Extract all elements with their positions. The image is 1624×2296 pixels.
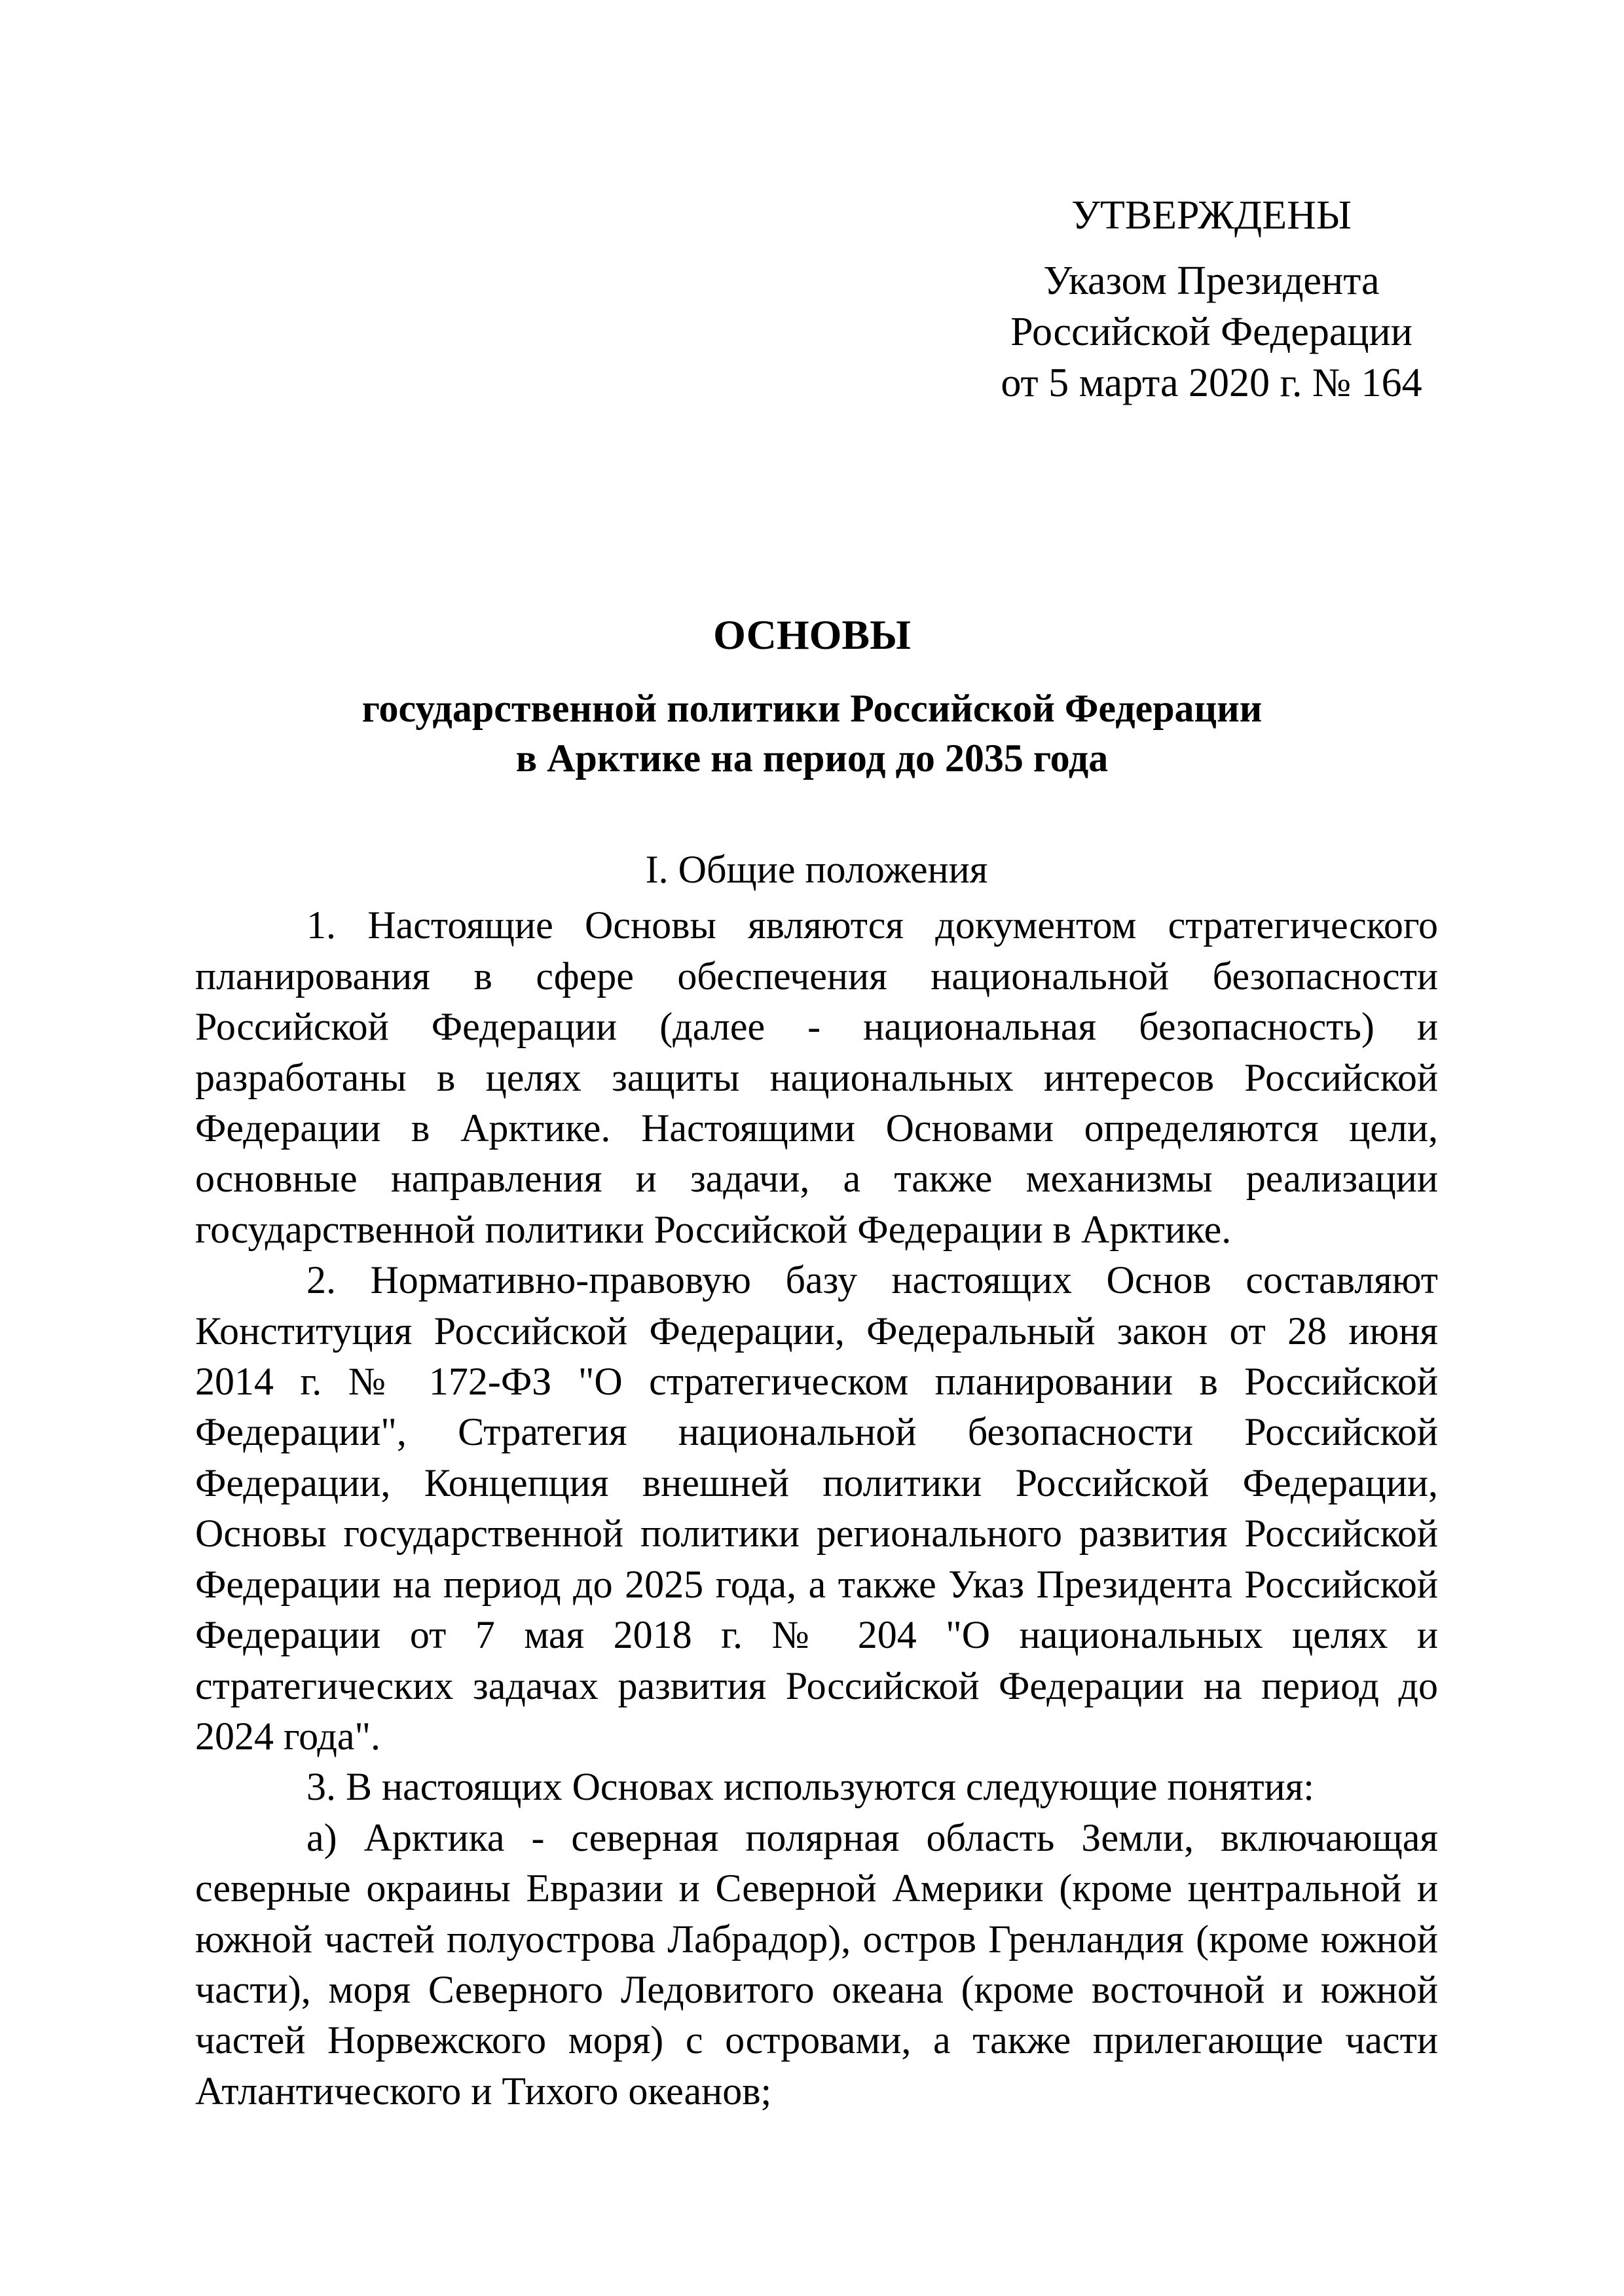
document-body <box>195 845 1438 2117</box>
paragraph-3: 3. В настоящих Основах используются следующие понятия: <box>306 1765 1314 1809</box>
approval-stamp-block <box>982 190 1441 409</box>
approval-line-date: от 5 марта 2020 г. № 164 <box>1001 361 1422 405</box>
paragraph-1: 1. Настоящие Основы являются документом стратегического планирования в сфере обеспечения национальной безопасности Российской Федерации (далее - национальная безопасность) и разработаны в целях защиты национальных интересов Российской Федерации в Арктике. Настоящими Основами определяются цели, основные направления и задачи, а также механизмы реализации государственной политики Российской Федерации в Арктике. <box>195 903 1438 1251</box>
approval-line-federation: Российской Федерации <box>1010 310 1412 354</box>
approval-line-decree: Указом Президента <box>1043 259 1380 303</box>
paragraph-2: 2. Нормативно-правовую базу настоящих Основ составляют Конституция Российской Федерации, Федеральный закон от 28 июня 2014 г. № 172-ФЗ "О стратегическом планировании в Российской Федерации", Стратегия национальной безопасности Российской Федерации, Концепция внешней политики Российской Федерации, Основы государственной политики регионального развития Российской Федерации на период до 2025 года, а также Указ Президента Российской Федерации от 7 мая 2018 г. № 204 "О национальных целях и стратегических задачах развития Российской Федерации на период до 2024 года". <box>195 1258 1438 1758</box>
document-subtitle-line: государственной политики Российской Федерации <box>361 687 1263 730</box>
document-title-block <box>0 609 1624 783</box>
paragraph-3a: а) Арктика - северная полярная область Земли, включающая северные окраины Евразии и Северной Америки (кроме центральной и южной частей полуострова Лабрадор), остров Гренландия (кроме южной части), моря Северного Ледовитого океана (кроме восточной и южной частей Норвежского моря) с островами, а также прилегающие части Атлантического и Тихого океанов; <box>195 1815 1438 2113</box>
document-subtitle-line: в Арктике на период до 2035 года <box>515 737 1109 780</box>
document-subtitle <box>0 683 1624 783</box>
section-heading: I. Общие положения <box>645 848 988 891</box>
document-title: ОСНОВЫ <box>713 611 911 658</box>
approval-stamp: УТВЕРЖДЕНЫ <box>1071 193 1352 238</box>
